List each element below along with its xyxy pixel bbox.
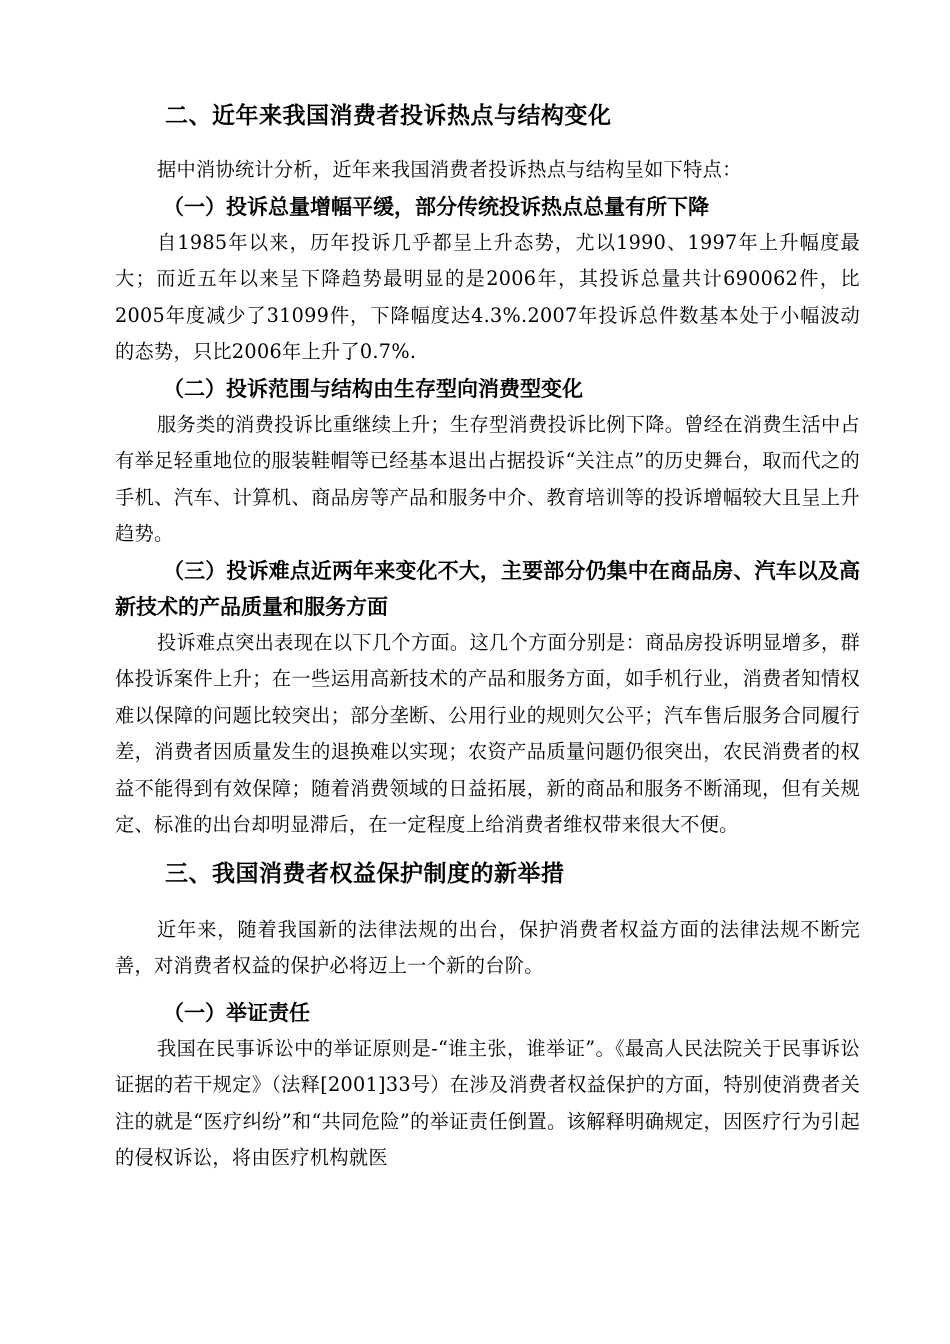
section-2-sub-1-body: 自1985年以来，历年投诉几乎都呈上升态势，尤以1990、1997年上升幅度最大；而近五年以来呈下降趋势最明显的是2006年，其投诉总量共计690062件，比2005年度减少了31099件，下降幅度达4.3%.2007年投诉总件数基本处于小幅波动的态势，只比2006年上升了0.7%.	[115, 230, 860, 363]
section-3-heading: 三、我国消费者权益保护制度的新举措	[165, 860, 565, 887]
section-3-sub-1-body: 我国在民事诉讼中的举证原则是-“谁主张，谁举证”。《最高人民法院关于民事诉讼证据的若干规定》（法释[2001]33号）在涉及消费者权益保护的方面，特别使消费者关注的就是“医疗纠纷”和“共同危险”的举证责任倒置。该解释明确规定，因医疗行为引起的侵权诉讼，将由医疗机构就医	[115, 1036, 860, 1169]
document-page	[115, 100, 860, 1177]
section-2-sub-3-heading: （三）投诉难点近两年来变化不大，主要部分仍集中在商品房、汽车以及高新技术的产品质量和服务方面	[115, 558, 860, 619]
section-2-heading: 二、近年来我国消费者投诉热点与结构变化	[165, 103, 612, 129]
section-2-sub-2-body: 服务类的消费投诉比重继续上升；生存型消费投诉比例下降。曾经在消费生活中占有举足轻重地位的服装鞋帽等已经基本退出占据投诉“关注点”的历史舞台，取而代之的手机、汽车、计算机、商品房等产品和服务中介、教育培训等的投诉增幅较大且呈上升趋势。	[115, 412, 860, 545]
section-3-sub-1-heading: （一）举证责任	[163, 1000, 310, 1025]
section-2-sub-3-body: 投诉难点突出表现在以下几个方面。这几个方面分别是：商品房投诉明显增多，群体投诉案件上升；在一些运用高新技术的产品和服务方面，如手机行业，消费者知情权难以保障的问题比较突出；部分垄断、公用行业的规则欠公平；汽车售后服务合同履行差，消费者因质量发生的退换难以实现；农资产品质量问题仍很突出，农民消费者的权益不能得到有效保障；随着消费领域的日益拓展，新的商品和服务不断涌现，但有关规定、标准的出台却明显滞后，在一定程度上给消费者维权带来很大不便。	[115, 630, 860, 836]
section-2-sub-2-heading: （二）投诉范围与结构由生存型向消费型变化	[163, 376, 583, 401]
section-2-intro: 据中消协统计分析，近年来我国消费者投诉热点与结构呈如下特点：	[157, 158, 742, 181]
section-3-intro: 近年来，随着我国新的法律法规的出台，保护消费者权益方面的法律法规不断完善，对消费者权益的保护必将迈上一个新的台阶。	[115, 917, 860, 977]
section-2-sub-1-heading: （一）投诉总量增幅平缓，部分传统投诉热点总量有所下降	[163, 194, 709, 219]
